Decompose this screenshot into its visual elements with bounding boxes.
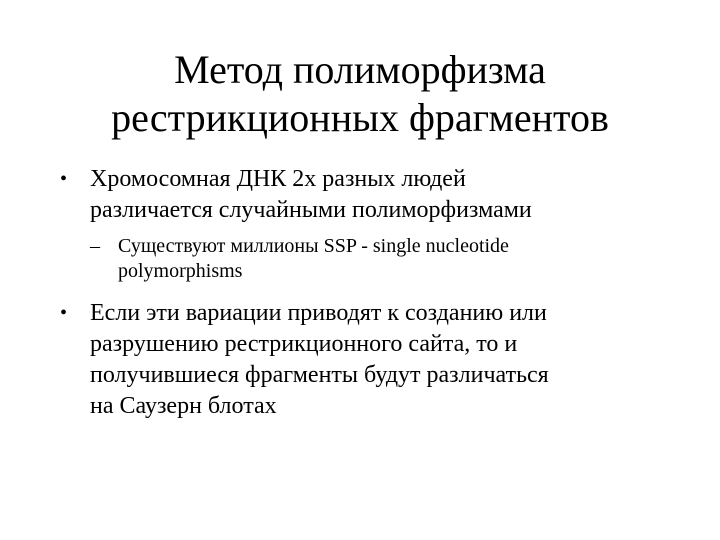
bullet-marker: • xyxy=(60,168,68,190)
bullet-text-line: получившиеся фрагменты будут различаться xyxy=(90,362,549,388)
sub-bullet-text-line: Существуют миллионы SSP - single nucleotide xyxy=(118,235,509,257)
bullet-text-line: Если эти вариации приводят к созданию или xyxy=(90,300,547,326)
title-line: рестрикционных фрагментов xyxy=(111,95,609,140)
sub-bullet-item xyxy=(90,234,680,284)
bullet-item xyxy=(60,298,680,422)
bullet-text-line: различается случайными полиморфизмами xyxy=(90,197,532,223)
slide-body xyxy=(60,164,680,422)
sub-bullet-text-line: polymorphisms xyxy=(118,260,243,282)
bullet-text-line: разрушению рестрикционного сайта, то и xyxy=(90,331,518,357)
title-line: Метод полиморфизма xyxy=(174,47,546,92)
bullet-text-line: на Саузерн блотах xyxy=(90,393,277,419)
slide-title xyxy=(60,46,660,142)
bullet-item xyxy=(60,164,680,226)
bullet-text-line: Хромосомная ДНК 2х разных людей xyxy=(90,166,466,192)
bullet-marker: • xyxy=(60,302,68,324)
sub-bullet-marker: – xyxy=(90,235,100,257)
